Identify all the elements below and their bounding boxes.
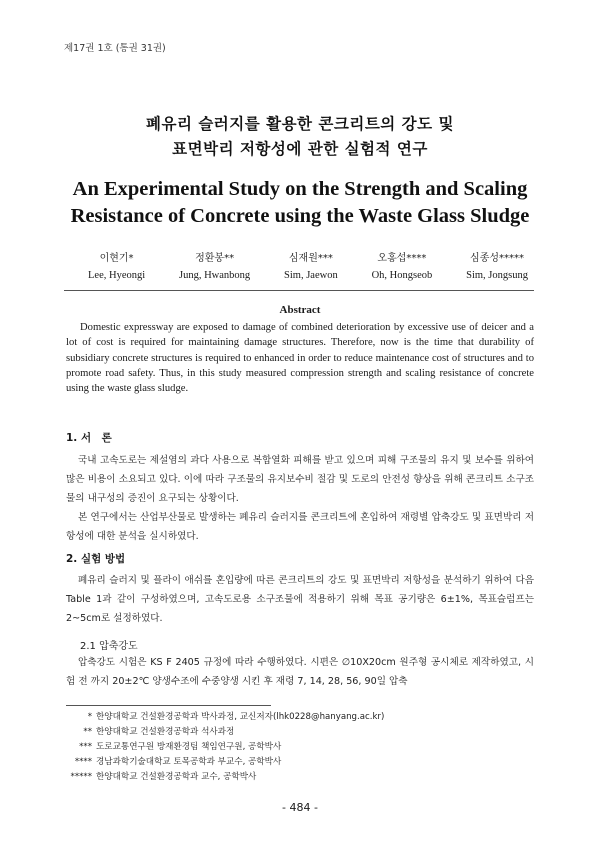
author-divider: [64, 290, 534, 291]
footnote-text: 경남과학기술대학교 토목공학과 부교수, 공학박사: [96, 757, 282, 767]
english-title-line-1: An Experimental Study on the Strength and Scaling: [72, 178, 528, 200]
footnote-text: 한양대학교 건설환경공학과 박사과정, 교신저자(lhk0228@hanyang.ac.kr): [96, 712, 385, 722]
section-2-heading: 2. 실험 방법: [66, 553, 126, 565]
abstract-text: Domestic expressway are exposed to damage of combined deterioration by excessive use of deicer and a lot of cost is required for maintaining damage structures. Therefore, now is the time that durability of subsidiary concrete structures is required to enhanced in order to reduce maintenance cost of structures and to promote road safety. Thus, in this study measured compression strength and scaling resistance of concrete using the waste glass sludge.: [66, 322, 534, 395]
subsection-2-1-heading: 2.1 압축강도: [80, 641, 138, 652]
section-1-paragraph-1: 국내 고속도로는 제설염의 과다 사용으로 복합열화 피해를 받고 있으며 피해 구조물의 유지 및 보수를 위하여 많은 비용이 소요되고 있다. 이에 따라 구조물의 유지보수비 절감 및 도로의 안전성 향상을 위해 콘크리트 소구조물의 내구성의 증진이 요구되는 상황이다.: [66, 455, 534, 504]
author-list: [88, 250, 528, 284]
author: [372, 250, 433, 284]
footnote-text: 도로교통연구원 방재환경팀 책임연구원, 공학박사: [96, 742, 282, 752]
footnote: [66, 710, 384, 725]
author-korean-name: 심종성*****: [470, 253, 525, 264]
author: [284, 250, 338, 284]
footnote-mark: *: [87, 712, 92, 722]
page-number: - 484 -: [282, 801, 318, 814]
author-korean-name: 오홍섭****: [377, 253, 427, 264]
author-english-name: Oh, Hongseob: [371, 270, 433, 281]
section-2-paragraph-1: 폐유리 슬러지 및 플라이 애쉬를 혼입량에 따른 콘크리트의 강도 및 표면박리 저항성을 분석하기 위하여 다음 Table 1과 같이 구성하였으며, 고속도로용 소구조물에 적용하기 위해 목표 공기량은 6±1%, 목표슬럼프는 2~5cm로 설정하였다.: [66, 575, 534, 624]
author-english-name: Sim, Jongsung: [466, 270, 528, 281]
section-1-paragraph-2: 본 연구에서는 산업부산물로 발생하는 폐유리 슬러지를 콘크리트에 혼입하여 재령별 압축강도 및 표면박리 저항성에 대한 분석을 실시하였다.: [66, 512, 534, 542]
section-2-body: [66, 571, 534, 628]
author: [88, 250, 145, 284]
footnote-divider: [66, 705, 271, 706]
footnote-mark: ***: [79, 742, 92, 752]
footnote: [66, 740, 384, 755]
footnote-text: 한양대학교 건설환경공학과 석사과정: [96, 727, 235, 737]
section-1-heading: 1. 서 론: [66, 432, 112, 444]
author-english-name: Lee, Hyeongi: [88, 270, 146, 281]
author-english-name: Sim, Jaewon: [284, 270, 338, 281]
author: [179, 250, 250, 284]
footnote: [66, 770, 384, 785]
english-title-line-2: Resistance of Concrete using the Waste Glass Sludge: [70, 205, 530, 227]
korean-title-line-2: 표면박리 저항성에 관한 실험적 연구: [172, 140, 428, 158]
author-korean-name: 심재원***: [288, 253, 333, 264]
author-english-name: Jung, Hwanbong: [179, 270, 251, 281]
issue-header: 제17권 1호 (통권 31권): [64, 43, 166, 54]
footnote: [66, 755, 384, 770]
footnote-mark: *****: [70, 772, 92, 782]
footnote-mark: **: [83, 727, 92, 737]
footnote-text: 한양대학교 건설환경공학과 교수, 공학박사: [96, 772, 257, 782]
author-korean-name: 이현기*: [99, 253, 134, 264]
footnote-mark: ****: [74, 757, 92, 767]
abstract-heading: Abstract: [279, 304, 321, 316]
author: [466, 250, 528, 284]
subsection-2-1-paragraph: 압축강도 시험은 KS F 2405 규정에 따라 수행하였다. 시편은 ∅10X20cm 원주형 공시체로 제작하였고, 시험 전 까지 20±2℃ 양생수조에 수중양생 시킨 후 재령 7, 14, 28, 56, 90일 압축: [66, 657, 534, 687]
korean-title-line-1: 폐유리 슬러지를 활용한 콘크리트의 강도 및: [146, 115, 454, 133]
author-korean-name: 정환봉**: [195, 253, 235, 264]
footnote-list: [66, 710, 384, 785]
footnote: [66, 725, 384, 740]
section-1-body: [66, 451, 534, 546]
subsection-2-1-body: [66, 653, 534, 691]
